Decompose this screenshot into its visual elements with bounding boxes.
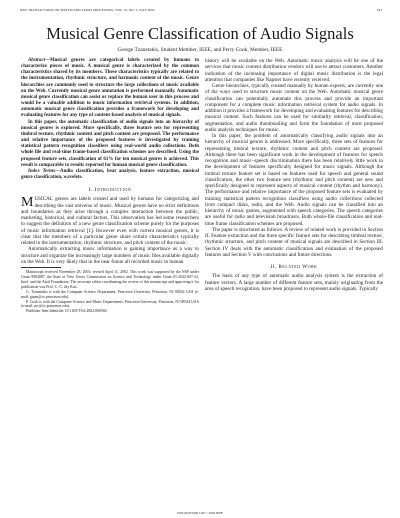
index-terms (21, 169, 199, 181)
abstract (21, 58, 199, 169)
section-heading-introduction: I. Introduction (88, 187, 132, 194)
running-header (20, 8, 382, 12)
intro-lead-word: USICAL (34, 196, 54, 203)
body-paragraph-1: history will be available on the Web. Automatic music analysis will be one of the services that music content distribution vendors will use to attract customers. Another indication of the increasing importance of digital music distribution is the legal attention that companies like Napster have recently received. (205, 58, 383, 83)
abstract-label: Abstract— (28, 58, 50, 63)
intro-paragraph-1 (21, 196, 199, 246)
section-heading-related-work: II. Related Work (270, 264, 318, 270)
paper-title: Musical Genre Classification of Audio Signals (46, 24, 354, 43)
intro-text-1: genres are labels created and used by humans for categorizing and describing the vast universe of music. Musical genres have no strict definitions and boundaries as they arise through a complex interaction between the public, marketing, historical, and cultural factors. This observation has led some researchers to suggest the definition of a new genre classification scheme purely for the purposes of music information retrieval [1]. However even with current musical genres, it is clear that the members of a particular genre share certain characteristics typically related to the instrumentation, rhythmic structure, and pitch content of the music. (21, 196, 199, 247)
drop-cap: M (21, 195, 34, 211)
intro-paragraph-2: Automatically extracting music information is gaining importance as a way to structure and organize the increasingly large numbers of music files available digitally on the Web. It is very likely that in the near future all recorded music in human (21, 246, 199, 265)
right-column (205, 58, 383, 292)
body-paragraph-3: In this paper, the problem of automatically classifying audio signals into an hierarchy of musical genres is addressed. More specifically, three sets of features for representing timbral texture, rhythmic content and pitch content are proposed. Although there has been significant work in the development of features for speech recognition and music–speech discrimination there has been relatively little work in the development of features specifically designed for music signals. Although the timbral texture feature set is based on features used for speech and general sound classification, the other two feature sets (rhythmic and pitch content) are new and specifically designed to represent aspects of musical content (rhythm and harmony). The performance and relative importance of the proposed feature sets is evaluated by training statistical pattern recognition classifiers using audio collections collected from compact disks, radio, and the Web. Audio signals can be classified into an hierarchy of music genres, augmented with speech categories. The speech categories are useful for radio and television broadcasts. Both whole-file classification and real-time frame classification schemes are proposed. (205, 133, 383, 227)
page-number: 293 (376, 8, 382, 12)
copyright-line: 1063-6676/02$17.00 © 2002 IEEE (176, 511, 224, 515)
footnote-author-2: P. Cook is with the Computer Science and Music Departments, Princeton University, Princeton, NJ 08544 USA (e-mail: prc@cs.princeton.edu). (21, 299, 199, 309)
footnote-divider (21, 267, 61, 268)
abstract-paragraph-2: In this paper, the automatic classification of audio signals into an hierarchy of musical genres is explored. More specifically, three feature sets for representing timbral texture, rhythmic content and pitch content are proposed. The performance and relative importance of the proposed features is investigated by training statistical pattern recognition classifiers using real-world audio collections. Both whole file and real-time frame-based classification schemes are described. Using the proposed feature sets, classification of 61% for ten musical genres is achieved. This result is comparable to results reported for human musical genre classification. (21, 119, 199, 168)
paper-authors: George Tzanetakis, Student Member, IEEE, and Perry Cook, Member, IEEE (117, 47, 283, 53)
footnote-author-1: G. Tzanetakis is with the Computer Science Department, Princeton University, Princeton, NJ 08544 USA (e-mail: gtzan@cs.princeton.edu). (21, 289, 199, 299)
body-paragraph-4: The paper is structured as follows. A review of related work is provided in Section II. Feature extraction and the three specific feature sets for describing timbral texture, rhythmic structure, and pitch content of musical signals are described in Section III. Section IV deals with the automatic classification and evaluation of the proposed features and Section V with conclusions and future directions. (205, 226, 383, 258)
index-terms-label: Index Terms— (28, 168, 60, 174)
footnote-manuscript: Manuscript received November 28, 2001; revised April 11, 2002. This work was supported by the NSF under Grant 9984087, the State of New Jersey Commission on Science and Technology under Grant 01-2042-007-22, Intel, and the Arial Foundation. The associate editor coordinating the review of this manuscript and approving it for publication was Prof. C.-C. Jay Kuo. (21, 270, 199, 289)
index-terms-text: Audio classification, beat analysis, feature extraction, musical genre classification, wavelets. (21, 168, 200, 180)
abstract-text-1: Musical genres are categorical labels created by humans to characterize pieces of music. A musical genre is characterized by the common characteristics shared by its members. These characteristics typically are related to the instrumentation, rhythmic structure, and harmonic content of the music. Genre hierarchies are commonly used to structure the large collections of music available on the Web. Currently musical genre annotation is performed manually. Automatic musical genre classification can assist or replace the human user in this process and would be a valuable addition to music information retrieval systems. In addition, automatic musical genre classification provides a framework for developing and evaluating features for any type of content-based analysis of musical signals. (21, 58, 199, 119)
footnote-identifier: Publisher Item Identifier 10.1109/TSA.2002.800560. (26, 309, 108, 314)
left-column (21, 58, 199, 314)
abstract-paragraph-1 (21, 58, 199, 120)
journal-header: IEEE TRANSACTIONS ON SPEECH AND AUDIO PROCESSING, VOL. 10, NO. 5, JULY 2002 (20, 8, 155, 12)
footnotes (21, 270, 199, 314)
body-paragraph-2: Genre hierarchies, typically created manually by human experts, are currently one of the ways used to structure music content on the Web. Automatic musical genre classification can potentially automate this process and provide an important component for a complete music information retrieval system for audio signals. In addition it provides a framework for developing and evaluating features for describing musical content. Such features can be used for similarity retrieval, classification, segmentation, and audio thumbnailing and form the foundation of most proposed audio analysis techniques for music. (205, 83, 383, 133)
body-paragraph-5: The basis of any type of automatic audio analysis system is the extraction of feature vectors. A large number of different feature sets, mainly originating from the area of speech recognition, have been proposed to represent audio signals. Typically (205, 273, 383, 292)
